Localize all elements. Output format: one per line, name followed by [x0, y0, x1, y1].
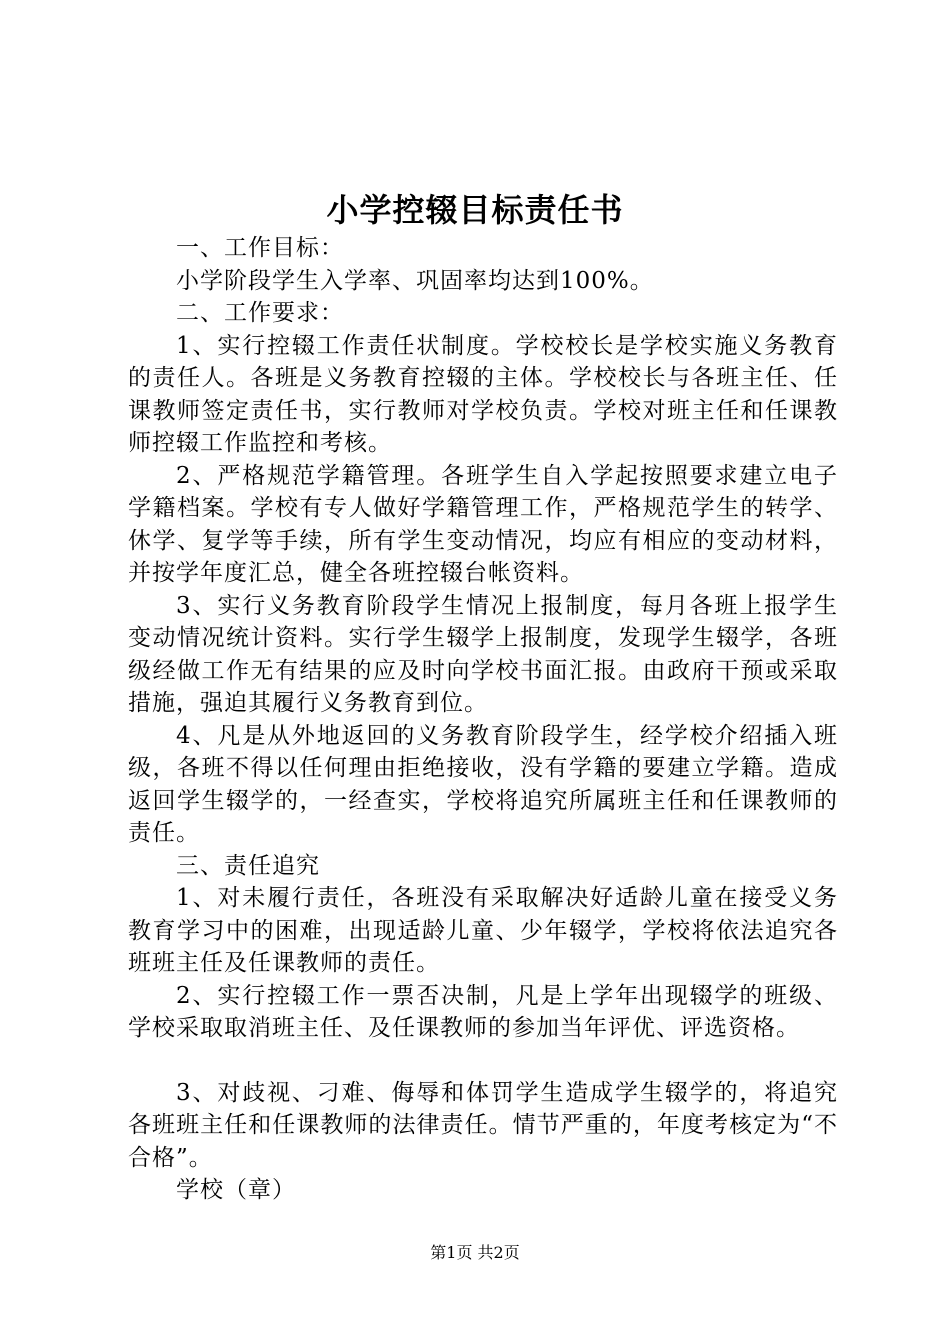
- section-heading-accountability: 三、责任追究: [176, 852, 320, 879]
- paragraph-requirement-3: 3、实行义务教育阶段学生情况上报制度，每月各班上报学生变动情况统计资料。实行学生辍学上报制度，发现学生辍学，各班级经做工作无有结果的应及时向学校书面汇报。由政府干预或采取措施，强迫其履行义务教育到位。: [128, 592, 838, 716]
- paragraph-accountability-3: 3、对歧视、刁难、侮辱和体罚学生造成学生辍学的，将追究各班班主任和任课教师的法律责任。情节严重的，年度考核定为“不合格”。: [128, 1079, 838, 1171]
- school-seal-line: 学校（章）: [176, 1177, 296, 1203]
- paragraph-goal-text: 小学阶段学生入学率、巩固率均达到100%。: [176, 267, 654, 294]
- paragraph-requirement-4: 4、凡是从外地返回的义务教育阶段学生，经学校介绍插入班级，各班不得以任何理由拒绝接收，没有学籍的要建立学籍。造成返回学生辍学的，一经查实，学校将追究所属班主任和任课教师的责任。: [128, 722, 838, 846]
- paragraph-accountability-1: 1、对未履行责任，各班没有采取解决好适龄儿童在接受义务教育学习中的困难，出现适龄儿童、少年辍学，学校将依法追究各班班主任及任课教师的责任。: [128, 885, 838, 976]
- section-heading-requirements: 二、工作要求：: [176, 300, 344, 326]
- section-heading-goals: 一、工作目标：: [176, 235, 344, 261]
- page-footer: 第1页 共2页: [430, 1243, 520, 1262]
- paragraph-requirement-1: 1、实行控辍工作责任状制度。学校校长是学校实施义务教育的责任人。各班是义务教育控辍的主体。学校校长与各班主任、任课教师签定责任书，实行教师对学校负责。学校对班主任和任课教师控辍工作监控和考核。: [128, 332, 838, 456]
- paragraph-requirement-2: 2、严格规范学籍管理。各班学生自入学起按照要求建立电子学籍档案。学校有专人做好学籍管理工作，严格规范学生的转学、休学、复学等手续，所有学生变动情况，均应有相应的变动材料，并按学年度汇总，健全各班控辍台帐资料。: [128, 462, 838, 586]
- document-body: [128, 232, 838, 1207]
- paragraph-accountability-2: 2、实行控辍工作一票否决制，凡是上学年出现辍学的班级、学校采取取消班主任、及任课教师的参加当年评优、评选资格。: [128, 982, 838, 1041]
- document-title: 小学控辍目标责任书: [326, 191, 624, 229]
